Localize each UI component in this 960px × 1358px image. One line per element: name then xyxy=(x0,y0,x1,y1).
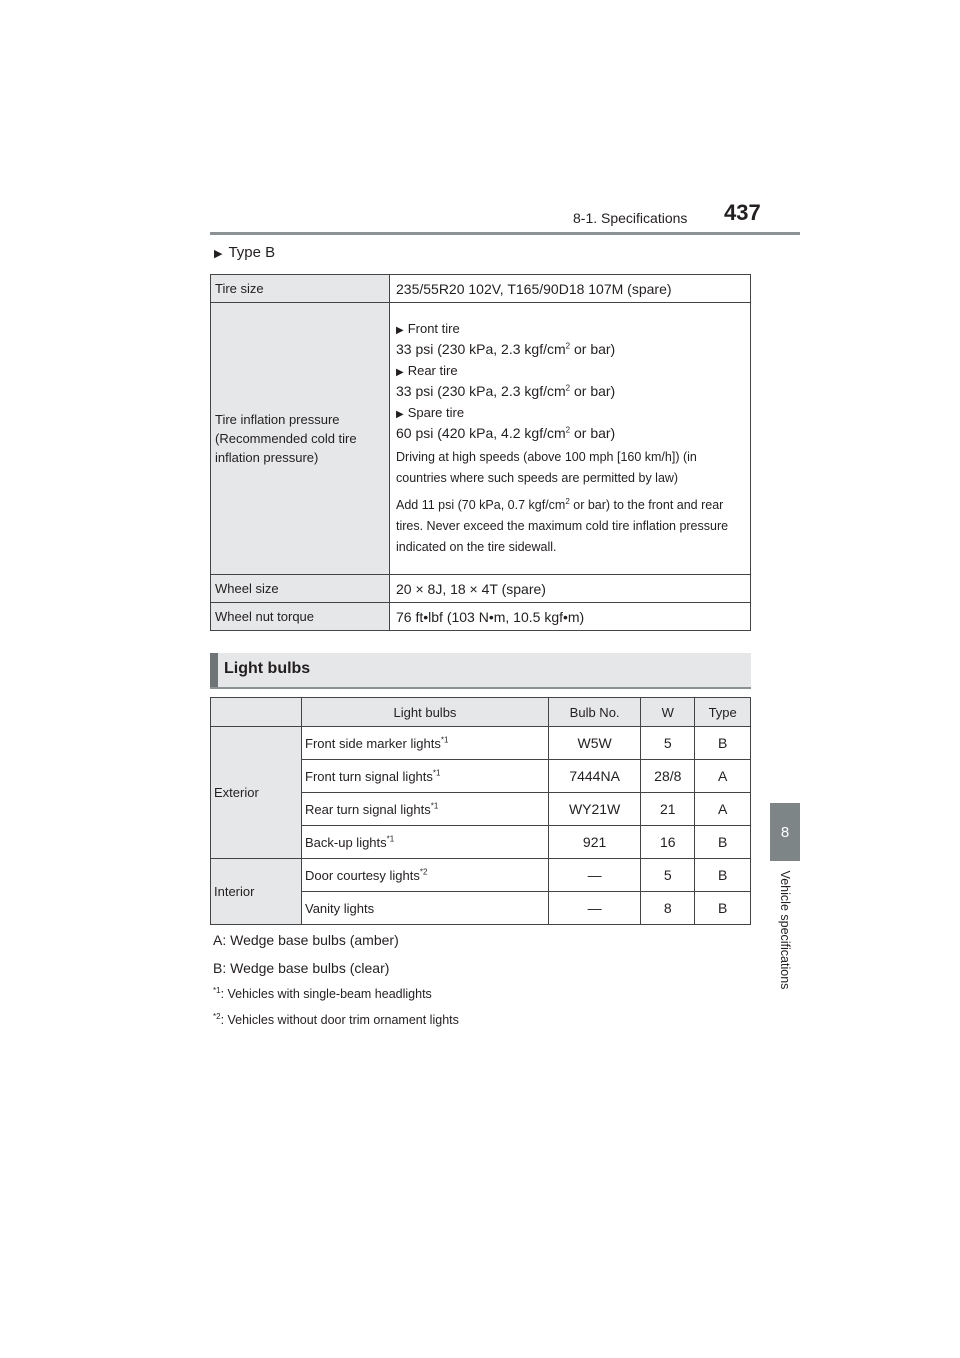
tire-size-value: 235/55R20 102V, T165/90D18 107M (spare) xyxy=(390,275,751,303)
bulb-name: Vanity lights xyxy=(302,892,549,925)
rear-tire-item: ▶ Rear tire xyxy=(396,363,458,378)
footnote: $^{*2}$: Vehicles without door trim ornament lights xyxy=(213,1011,459,1027)
table-row xyxy=(211,275,751,303)
inflation-value-cell xyxy=(390,303,751,575)
spare-tire-pressure: 60 psi (420 kPa, 4.2 kgf/$cm^2$ or bar) xyxy=(396,425,616,441)
column-header: Bulb No. xyxy=(549,698,641,727)
bulb-wattage: 16 xyxy=(641,826,695,859)
bulb-wattage: 5 xyxy=(641,859,695,892)
bulb-wattage: 8 xyxy=(641,892,695,925)
bulb-number: W5W xyxy=(549,727,641,760)
triangle-bullet-icon: ▶ xyxy=(396,409,404,420)
tire-spec-table xyxy=(210,274,751,631)
table-row xyxy=(211,303,751,575)
exterior-group-label: Exterior xyxy=(211,727,302,859)
wheel-size-value: 20 × 8J, 18 × 4T (spare) xyxy=(390,575,751,603)
bulb-name: Front side marker lights$^{*1}$ xyxy=(302,727,549,760)
bulb-type: B xyxy=(695,859,751,892)
inflation-label: Tire inflation pressure (Recommended cold tire inflation pressure) xyxy=(211,303,390,575)
section-title: 8-1. Specifications xyxy=(573,210,688,226)
section-accent xyxy=(210,653,218,687)
bulb-name: Front turn signal lights$^{*1}$ xyxy=(302,760,549,793)
wheel-size-label: Wheel size xyxy=(211,575,390,603)
bulb-wattage: 28/8 xyxy=(641,760,695,793)
table-header-row xyxy=(211,698,751,727)
spare-tire-item: ▶ Spare tire xyxy=(396,405,465,420)
front-tire-pressure: 33 psi (230 kPa, 2.3 kgf/$cm^2$ or bar) xyxy=(396,341,616,357)
chapter-tab[interactable] xyxy=(770,803,800,861)
rear-tire-pressure: 33 psi (230 kPa, 2.3 kgf/$cm^2$ or bar) xyxy=(396,383,616,399)
wheel-nut-label: Wheel nut torque xyxy=(211,603,390,631)
chapter-number: 8 xyxy=(780,823,790,841)
column-header xyxy=(211,698,302,727)
legend-type-a: A: Wedge base bulbs (amber) xyxy=(213,932,399,948)
table-row xyxy=(211,575,751,603)
bulb-number: — xyxy=(549,859,641,892)
triangle-bullet-icon: ▶ xyxy=(396,325,404,336)
interior-group-label: Interior xyxy=(211,859,302,925)
tire-size-label: Tire size xyxy=(211,275,390,303)
bulb-number: — xyxy=(549,892,641,925)
section-divider xyxy=(210,687,751,689)
table-row xyxy=(211,603,751,631)
subheading-label: Type B xyxy=(228,244,276,261)
page-number: 437 xyxy=(724,200,761,225)
bulb-type: B xyxy=(695,826,751,859)
chapter-title: Vehicle specifications xyxy=(778,870,792,990)
bulb-number: 7444NA xyxy=(549,760,641,793)
triangle-bullet-icon: ▶ xyxy=(396,367,404,378)
header-divider xyxy=(210,232,800,235)
front-tire-item: ▶ Front tire xyxy=(396,321,460,336)
light-bulb-table xyxy=(210,697,751,925)
bulb-type: B xyxy=(695,727,751,760)
bulb-wattage: 5 xyxy=(641,727,695,760)
type-subheading xyxy=(214,244,275,261)
bulb-name: Back-up lights$^{*1}$ xyxy=(302,826,549,859)
footnote: $^{*1}$: Vehicles with single-beam headlights xyxy=(213,985,432,1001)
section-title: Light bulbs xyxy=(224,660,311,677)
bulb-number: 921 xyxy=(549,826,641,859)
table-row xyxy=(211,859,751,892)
bulb-name: Rear turn signal lights$^{*1}$ xyxy=(302,793,549,826)
bulb-type: A xyxy=(695,793,751,826)
wheel-nut-value: 76 ft•lbf (103 N•m, 10.5 kgf•m) xyxy=(390,603,751,631)
table-row xyxy=(211,727,751,760)
bulb-type: A xyxy=(695,760,751,793)
light-bulbs-section-header xyxy=(210,653,751,687)
triangle-bullet-icon: ▶ xyxy=(214,248,223,260)
bulb-number: WY21W xyxy=(549,793,641,826)
high-speed-adjustment: Add 11 psi (70 kPa, 0.7 kgf/$cm^2$ or bar) to the front and rear tires. Never exceed the maximum cold tire inflation pressure indicated on the tire sidewall. xyxy=(396,496,729,554)
column-header: W xyxy=(641,698,695,727)
bulb-wattage: 21 xyxy=(641,793,695,826)
column-header: Light bulbs xyxy=(302,698,549,727)
high-speed-note: Driving at high speeds (above 100 mph [160 km/h]) (in countries where such speeds are permitted by law) xyxy=(396,450,697,485)
bulb-type: B xyxy=(695,892,751,925)
bulb-name: Door courtesy lights$^{*2}$ xyxy=(302,859,549,892)
legend-type-b: B: Wedge base bulbs (clear) xyxy=(213,960,390,976)
column-header: Type xyxy=(695,698,751,727)
